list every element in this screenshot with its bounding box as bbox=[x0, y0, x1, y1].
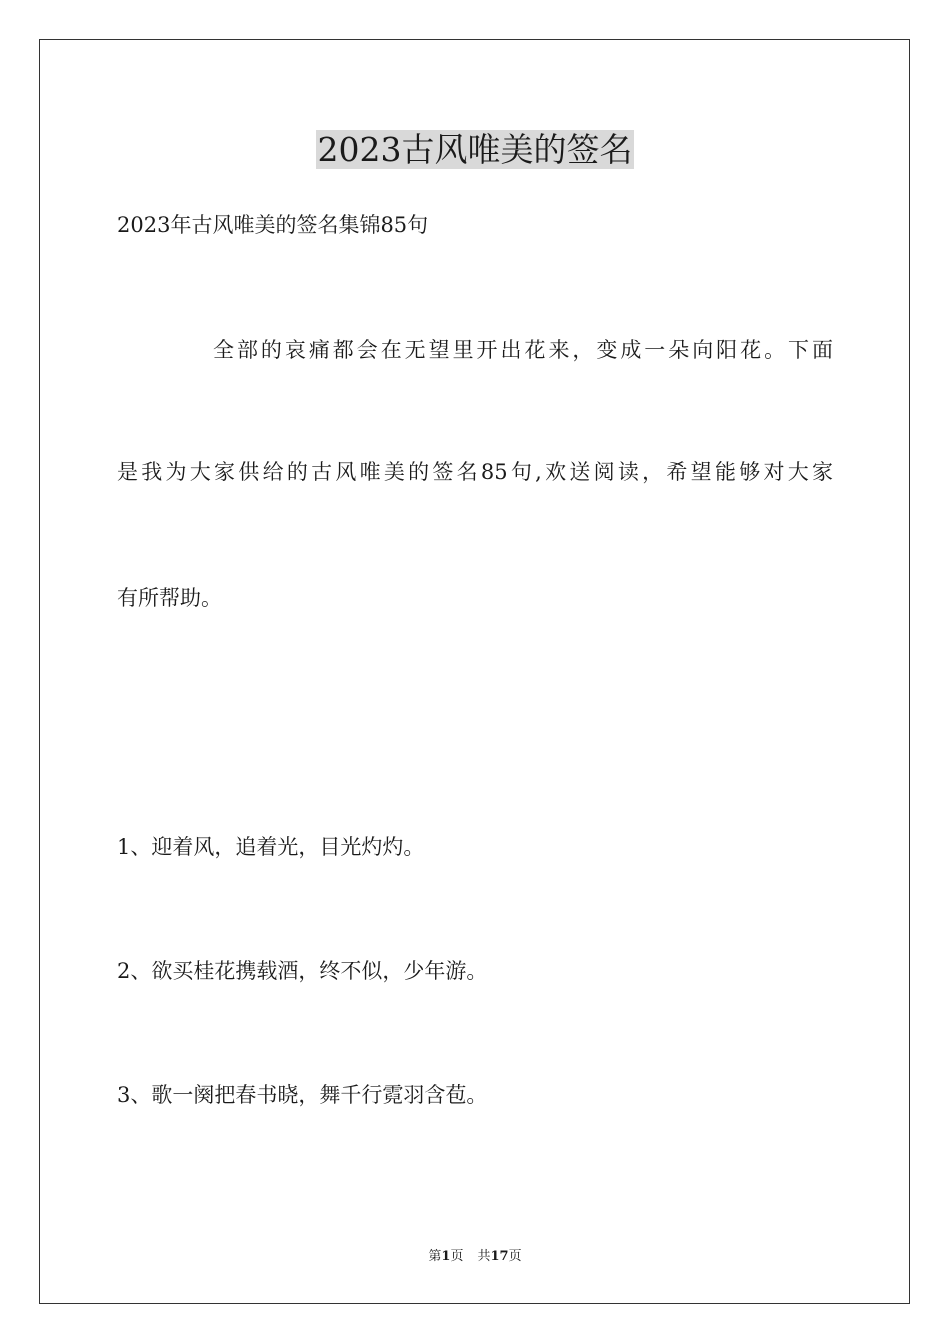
list-item-1: 1、迎着风，追着光，目光灼灼。 bbox=[117, 835, 425, 859]
page-number: 1 bbox=[441, 1249, 451, 1264]
subtitle: 2023年古风唯美的签名集锦85句 bbox=[117, 213, 429, 237]
total-suffix: 页 bbox=[508, 1249, 522, 1264]
title-text: 2023古风唯美的签名 bbox=[317, 130, 633, 169]
total-prefix: 共 bbox=[477, 1249, 491, 1264]
intro-line-2: 是我为大家供给的古风唯美的签名85句,欢送阅读，希望能够对大家 bbox=[117, 460, 833, 484]
document-title bbox=[0, 126, 950, 174]
page-footer bbox=[0, 1247, 950, 1267]
page-suffix: 页 bbox=[450, 1249, 464, 1264]
total-pages: 17 bbox=[490, 1249, 509, 1264]
intro-line-3: 有所帮助。 bbox=[117, 586, 222, 610]
list-item-3: 3、歌一阕把春书晓，舞千行霓羽含苞。 bbox=[117, 1083, 488, 1107]
list-item-2: 2、欲买桂花携载酒，终不似，少年游。 bbox=[117, 959, 488, 983]
intro-line-1: 全部的哀痛都会在无望里开出花来，变成一朵向阳花。下面 bbox=[213, 338, 833, 362]
page-prefix: 第 bbox=[428, 1249, 442, 1264]
